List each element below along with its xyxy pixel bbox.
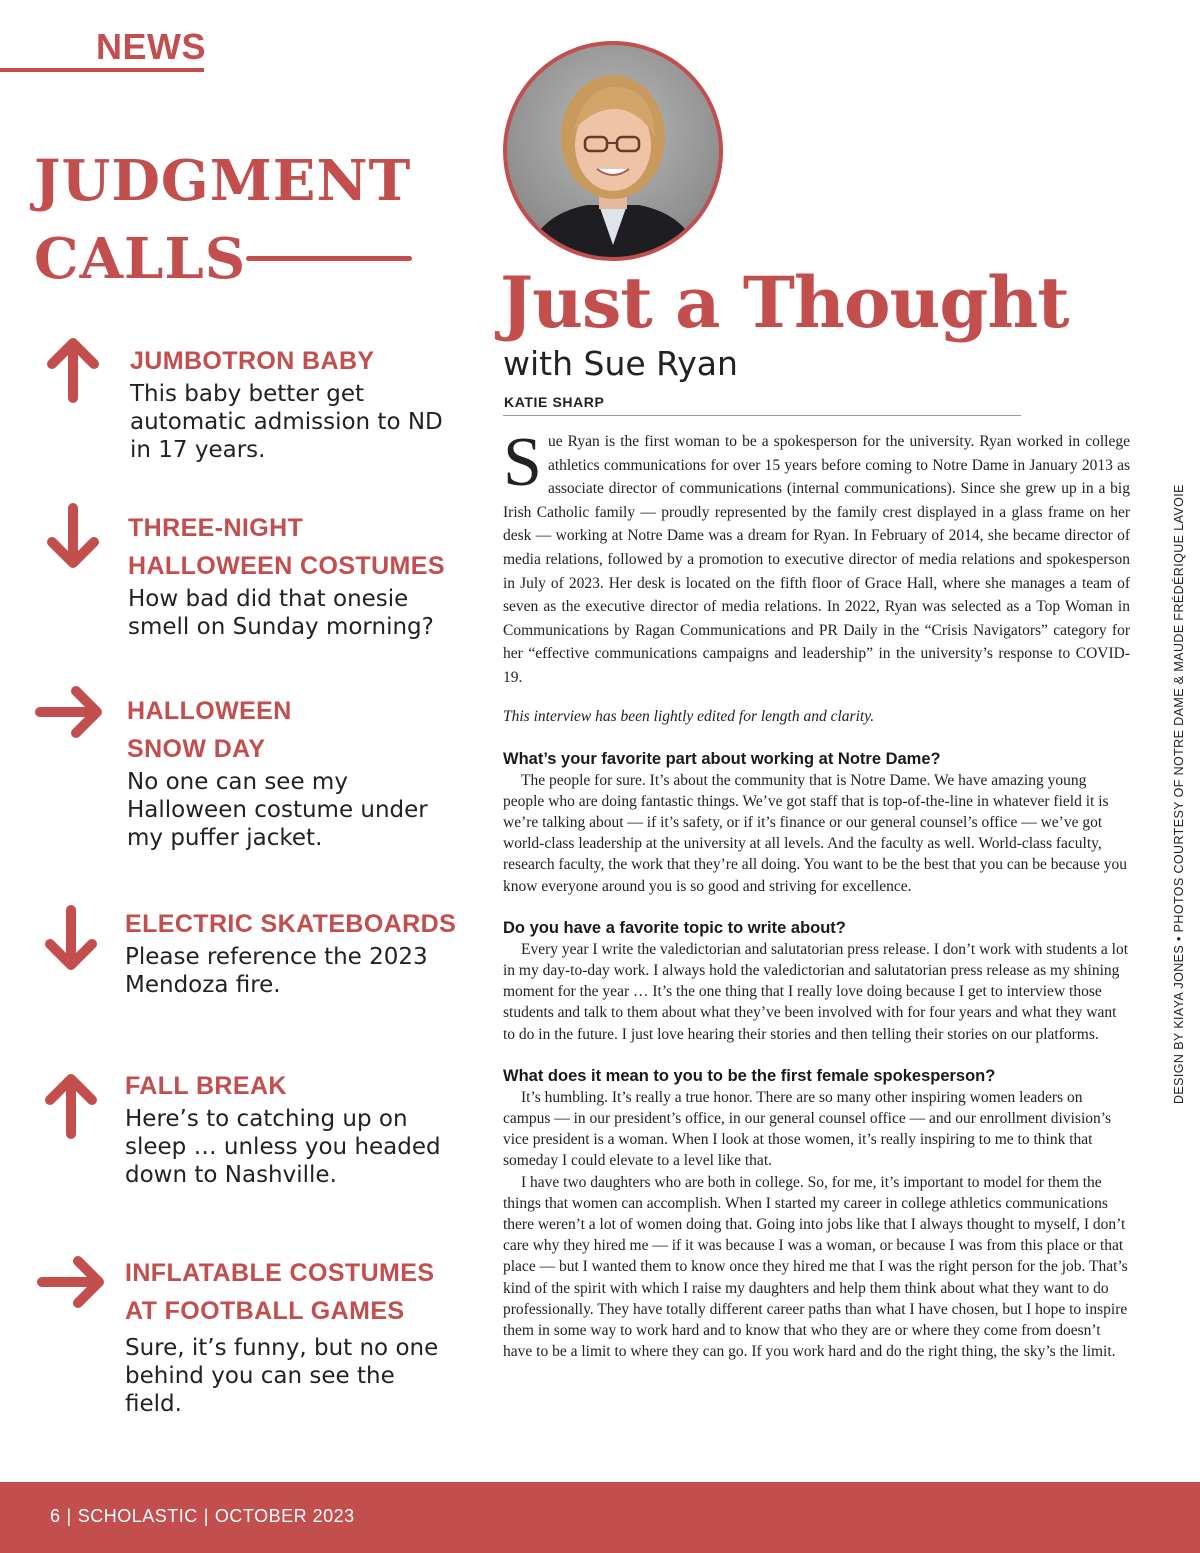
article-subtitle: with Sue Ryan	[503, 344, 738, 383]
footer-text	[50, 1506, 355, 1527]
judgment-item-heading: HALLOWEEN SNOW DAY	[127, 697, 292, 763]
answer-2: Every year I write the valedictorian and salutatorian press release. I don’t work with students a lot in my day-to-day work. I always hold the valedictorian and salutatorian press release as my shining moment for the year … It’s the one thing that I really love doing because I get to interview those students and talk to them about what they’ve been involved with for four years and what they want to do in the future. I just love hearing their stories and then telling their stories on our platforms.	[503, 940, 1129, 1043]
article-intro	[503, 424, 1130, 690]
section-rule	[0, 68, 204, 72]
question-2: Do you have a favorite topic to write about?	[503, 918, 846, 937]
answer-3-paragraph-2: I have two daughters who are both in college. So, for me, it’s important to model for them the things that women can accomplish. When I started my career in college athletics communications there weren’t a lot of women doing that. Going into jobs like that I always thought to myself, I don’t care why they hired me — if it was because I was a woman, or because I was from this place or that place — but I wanted them to know once they hired me that I was the right person for the job. That’s kind of the spirit with which I raise my daughters and help them think about what they want to do professionally. They have totally different career paths than what I have chosen, but I hope to inspire them in some way to work hard and to know that who they are or where they come from doesn’t have to be a limit to where they can go. If you work hard and do the right thing, the sky’s the limit.	[503, 1173, 1128, 1361]
drop-cap: S	[503, 424, 542, 501]
judgment-calls-title-line2: CALLS	[34, 226, 247, 292]
footer-separator: |	[66, 1506, 72, 1526]
judgment-item-electric-skateboards	[125, 905, 465, 999]
arrow-down-icon	[36, 904, 106, 974]
arrow-up-icon	[38, 334, 108, 404]
judgment-item-halloween-snow-day	[127, 692, 467, 852]
article-intro-text: ue Ryan is the first woman to be a spokesperson for the university. Ryan worked in college athletics communications for over 15 years before coming to Notre Dame in January 2013 as associate director of communications (internal communications). Since she grew up in a big Irish Catholic family — proudly represented by the family crest displayed in a glass frame on her desk — working at Notre Dame was a dream for Ryan. In February of 2014, she became director of media relations, followed by a promotion to executive director of media relations and spokesperson in July of 2023. Her desk is located on the fifth floor of Grace Hall, where she manages a team of seven as the executive director of media relations. In 2022, Ryan was selected as a Top Woman in Communications by Ragan Communications and PR Daily in the “Crisis Navigators” category for her “effective communications campaigns and leadership” in the university’s response to COVID-19.	[503, 433, 1130, 686]
question-1: What’s your favorite part about working at Notre Dame?	[503, 749, 941, 768]
judgment-item-heading: THREE-NIGHT HALLOWEEN COSTUMES	[128, 514, 445, 580]
judgment-item-body: Please reference the 2023 Mendoza fire.	[125, 944, 428, 998]
judgment-item-body: Sure, it’s funny, but no one behind you can see the field.	[125, 1335, 439, 1417]
judgment-item-inflatable-costumes	[125, 1254, 465, 1418]
question-3: What does it mean to you to be the first female spokesperson?	[503, 1066, 996, 1085]
judgment-item-jumbotron-baby	[130, 342, 460, 464]
judgment-item-body: How bad did that onesie smell on Sunday morning?	[128, 586, 434, 640]
judgment-calls-rule	[246, 256, 412, 261]
judgment-item-body: This baby better get automatic admission to ND in 17 years.	[130, 381, 443, 463]
judgment-calls-title-line1: JUDGMENT	[34, 148, 412, 214]
judgment-item-three-night-halloween-costumes	[128, 509, 468, 641]
judgment-calls-title	[34, 142, 411, 298]
judgment-item-body: No one can see my Halloween costume under my puffer jacket.	[127, 769, 428, 851]
article-body	[503, 424, 1130, 1362]
answer-1: The people for sure. It’s about the community that is Notre Dame. We have amazing young people who are doing fantastic things. We’ve got staff that is top-of-the-line in whatever field it is we’re talking about — if it’s safety, or if it’s finance or our general counsel’s office — we’ve got world-class leadership at the university at all levels. And the faculty as well. World-class faculty, research faculty, the work that they’re all doing. You want to be the best that you can be because you know everyone around you is so good and striving for excellence.	[503, 771, 1127, 895]
editor-note: This interview has been lightly edited for length and clarity.	[503, 707, 875, 725]
arrow-right-icon	[36, 1247, 106, 1317]
article-byline: KATIE SHARP	[504, 394, 605, 410]
judgment-item-body: Here’s to catching up on sleep … unless you headed down to Nashville.	[125, 1106, 441, 1188]
arrow-right-icon	[34, 677, 104, 747]
answer-3-paragraph-1: It’s humbling. It’s really a true honor. There are so many other inspiring women leaders on campus — in our president’s office, in our general counsel office — and our enrollment division’s vice president is a woman. When I look at those women, it’s really inspiring to me to think that someday I could elevate to a level like that.	[503, 1088, 1112, 1170]
footer-separator: |	[203, 1506, 209, 1526]
judgment-item-heading: ELECTRIC SKATEBOARDS	[125, 910, 457, 938]
arrow-down-icon	[38, 502, 108, 572]
page-footer	[0, 1482, 1200, 1553]
section-label: NEWS	[96, 26, 206, 67]
design-photo-credit: DESIGN BY KIAYA JONES • PHOTOS COURTESY OF NOTRE DAME & MAUDE FRÉDÉRIQUE LAVOIE	[1172, 484, 1186, 1104]
article-title: Just a Thought	[500, 261, 1069, 344]
byline-rule	[503, 415, 1021, 416]
issue-date: OCTOBER 2023	[214, 1506, 355, 1526]
judgment-item-fall-break	[125, 1067, 465, 1189]
page-number: 6	[50, 1506, 61, 1526]
publication-name: SCHOLASTIC	[77, 1506, 198, 1526]
arrow-up-icon	[36, 1070, 106, 1140]
judgment-item-heading: JUMBOTRON BABY	[130, 347, 375, 375]
judgment-item-heading: INFLATABLE COSTUMES AT FOOTBALL GAMES	[125, 1259, 435, 1325]
judgment-item-heading: FALL BREAK	[125, 1072, 287, 1100]
portrait-photo	[503, 41, 723, 261]
